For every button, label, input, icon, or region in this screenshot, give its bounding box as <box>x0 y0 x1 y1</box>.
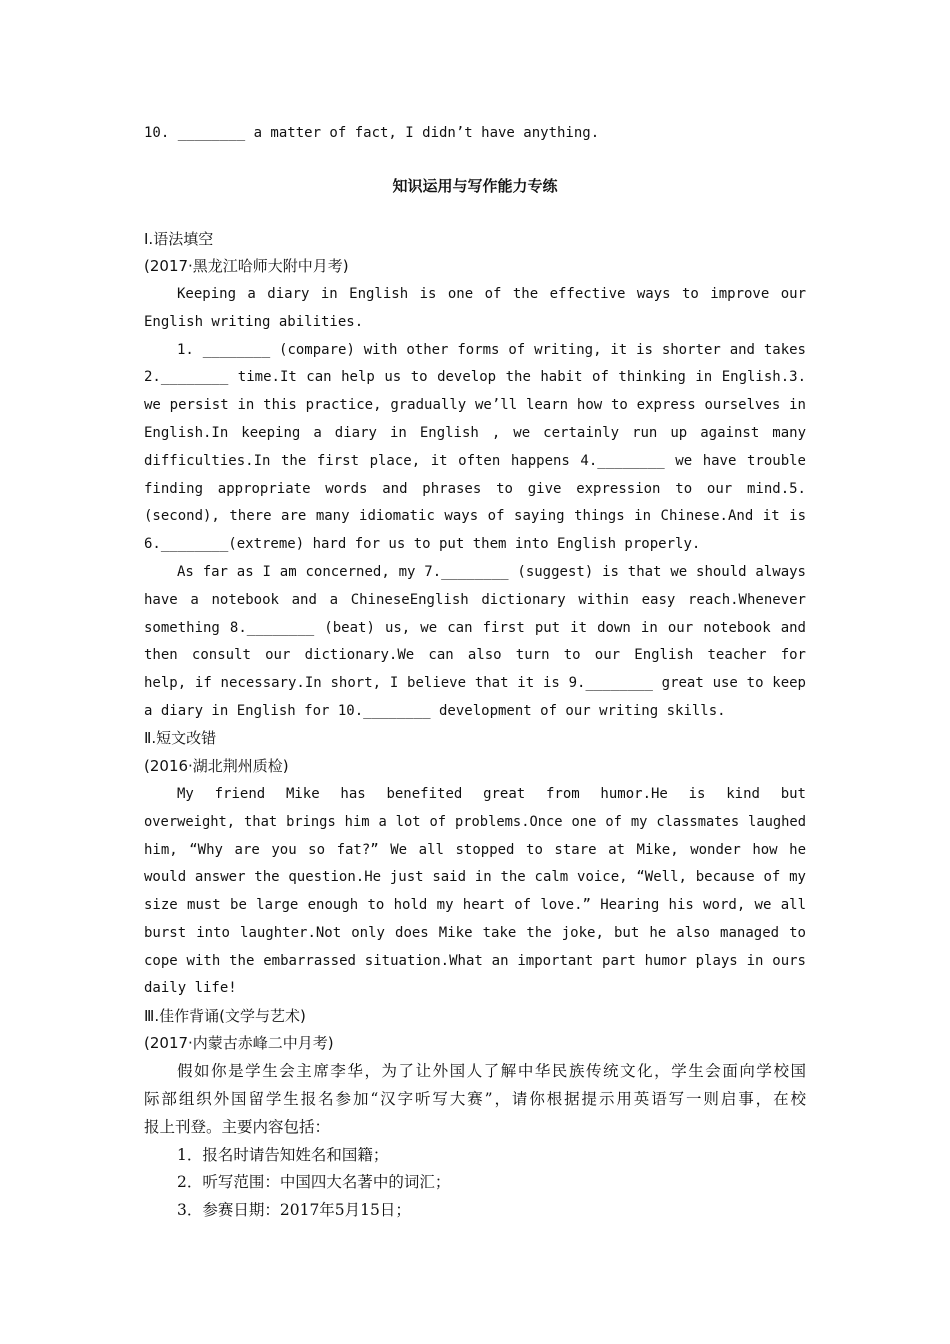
part1-line: Keeping a diary in English is one of the effective ways to improve our <box>177 286 806 302</box>
part1-source: (2017·黑龙江哈师大附中月考) <box>144 257 349 275</box>
part3-line: 假如你是学生会主席李华，为了让外国人了解中华民族传统文化，学生会面向学校国 <box>177 1062 806 1080</box>
part1-line: have a notebook and a ChineseEnglish dictionary within easy reach.Whenever <box>144 592 806 608</box>
part2-source: (2016·湖北荆州质检) <box>144 757 289 775</box>
part1-line: (second), there are many idiomatic ways of saying things in Chinese.And it is <box>144 508 806 524</box>
part3-line: 报上刊登。主要内容包括： <box>144 1118 331 1136</box>
part1-line: difficulties.In the first place, it often happens 4.________ we have trouble <box>144 453 806 469</box>
part1-line: something 8.________ (beat) us, we can first put it down in our notebook and <box>144 620 806 636</box>
part1-line: finding appropriate words and phrases to give expression to our mind.5. <box>144 481 806 497</box>
part2-heading: Ⅱ.短文改错 <box>144 729 217 747</box>
part3-line: 际部组织外国留学生报名参加“汉字听写大赛”，请你根据提示用英语写一则启事，在校 <box>144 1090 806 1108</box>
part2-line: size must be large enough to hold my heart of love.” Hearing his word, we all <box>144 897 806 913</box>
part2-line: overweight, that brings him a lot of problems.Once one of my classmates laughed <box>144 814 806 830</box>
part3-source: (2017·内蒙古赤峰二中月考) <box>144 1034 334 1052</box>
part1-line: a diary in English for 10.________ development of our writing skills. <box>144 703 726 719</box>
part2-line: burst into laughter.Not only does Mike take the joke, but he also managed to <box>144 925 806 941</box>
part2-line: him, “Why are you so fat?” We all stopped to stare at Mike, wonder how he <box>144 842 806 858</box>
part3-list-item: 1．报名时请告知姓名和国籍； <box>177 1146 389 1164</box>
part2-line: daily life! <box>144 980 237 996</box>
section-title: 知识运用与写作能力专练 <box>392 177 558 195</box>
part3-heading: Ⅲ.佳作背诵(文学与艺术) <box>144 1007 306 1025</box>
part1-line: English writing abilities. <box>144 314 364 330</box>
part1-heading: Ⅰ.语法填空 <box>144 230 214 248</box>
part3-list-item: 2．听写范围：中国四大名著中的词汇； <box>177 1173 451 1191</box>
part2-line: cope with the embarrassed situation.What an important part humor plays in ours <box>144 953 806 969</box>
part1-line: 6.________(extreme) hard for us to put them into English properly. <box>144 536 701 552</box>
part1-line: we persist in this practice, gradually we’ll learn how to express ourselves in <box>144 397 806 413</box>
part1-line: As far as I am concerned, my 7.________ (suggest) is that we should always <box>177 564 806 580</box>
part1-line: English.In keeping a diary in English , we certainly run up against many <box>144 425 806 441</box>
part2-line: would answer the question.He just said in the calm voice, “Well, because of my <box>144 869 806 885</box>
question-10: 10. ________ a matter of fact, I didn’t have anything. <box>144 125 600 141</box>
part1-line: 1. ________ (compare) with other forms of writing, it is shorter and takes <box>177 342 806 358</box>
part1-line: 2.________ time.It can help us to develop the habit of thinking in English.3. <box>144 369 806 385</box>
part3-list-item: 3．参赛日期：2017年5月15日； <box>177 1201 411 1219</box>
part1-line: help, if necessary.In short, I believe that it is 9.________ great use to keep <box>144 675 806 691</box>
part1-line: then consult our dictionary.We can also turn to our English teacher for <box>144 647 806 663</box>
part2-line: My friend Mike has benefited great from humor.He is kind but <box>177 786 806 802</box>
